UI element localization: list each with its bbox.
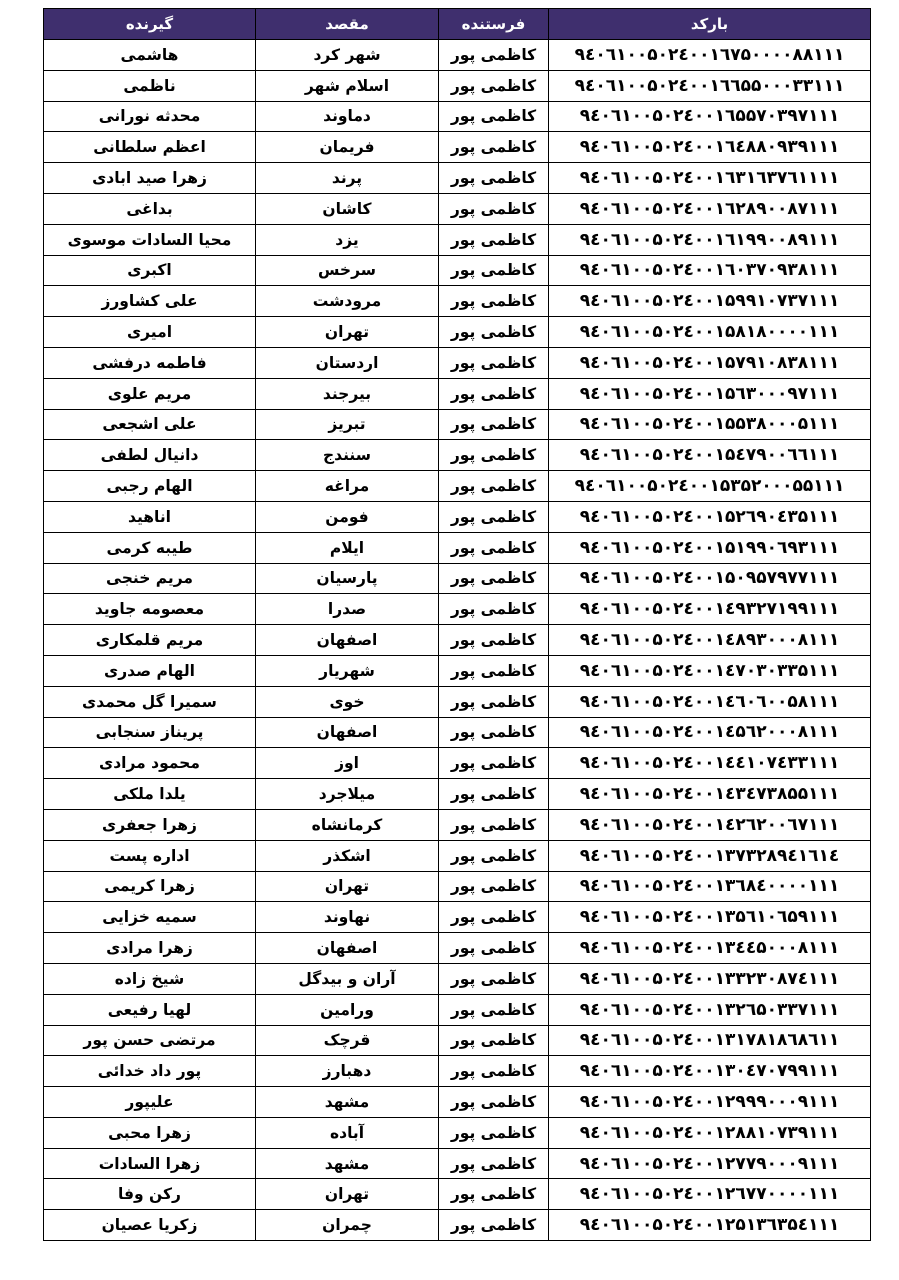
destination-cell: قرچک (256, 1025, 439, 1056)
table-row (44, 748, 871, 779)
barcode-cell: ۹٤۰٦۱۰۰۵۰۲٤۰۰۱۳۲٦۵۰۳۳۷۱۱۱ (549, 994, 871, 1025)
recipient-cell: محمود مرادی (44, 748, 256, 779)
recipient-cell: دانیال لطفی (44, 440, 256, 471)
recipient-cell: الهام رجبی (44, 471, 256, 502)
recipient-cell: اکبری (44, 255, 256, 286)
destination-cell: تهران (256, 317, 439, 348)
table-row (44, 440, 871, 471)
destination-cell: فریمان (256, 132, 439, 163)
barcode-cell: ۹٤۰٦۱۰۰۵۰۲٤۰۰۱۲۸۸۱۰۷۳۹۱۱۱ (549, 1117, 871, 1148)
barcode-cell: ۹٤۰٦۱۰۰۵۰۲٤۰۰۱۲۷۷۹۰۰۰۹۱۱۱ (549, 1148, 871, 1179)
barcode-cell: ۹٤۰٦۱۰۰۵۰۲٤۰۰۱٤۸۹۳۰۰۰۸۱۱۱ (549, 625, 871, 656)
destination-cell: بیرجند (256, 378, 439, 409)
recipient-cell: مرتضی حسن پور (44, 1025, 256, 1056)
table-row (44, 563, 871, 594)
sender-cell: کاظمی پور (439, 809, 549, 840)
barcode-cell: ۹٤۰٦۱۰۰۵۰۲٤۰۰۱۵٦۳۰۰۰۹۷۱۱۱ (549, 378, 871, 409)
table-row (44, 40, 871, 71)
barcode-cell: ۹٤۰٦۱۰۰۵۰۲٤۰۰۱۳۳۲۳۰۸۷٤۱۱۱ (549, 963, 871, 994)
barcode-cell: ۹٤۰٦۱۰۰۵۰۲٤۰۰۱٦۲۸۹۰۰۸۷۱۱۱ (549, 193, 871, 224)
barcode-cell: ۹٤۰٦۱۰۰۵۰۲٤۰۰۱٤٦۰٦۰۰۵۸۱۱۱ (549, 686, 871, 717)
destination-cell: فومن (256, 501, 439, 532)
recipient-cell: زهرا کریمی (44, 871, 256, 902)
table-body (44, 40, 871, 1241)
table-row (44, 1117, 871, 1148)
recipient-cell: زهرا صید ابادی (44, 163, 256, 194)
sender-cell: کاظمی پور (439, 902, 549, 933)
shipment-sheet (43, 8, 870, 1241)
barcode-cell: ۹٤۰٦۱۰۰۵۰۲٤۰۰۱٦۷۵۰۰۰۰۸۸۱۱۱ (549, 40, 871, 71)
barcode-cell: ۹٤۰٦۱۰۰۵۰۲٤۰۰۱۳٤٤۵۰۰۰۸۱۱۱ (549, 933, 871, 964)
recipient-cell: امیری (44, 317, 256, 348)
barcode-cell: ۹٤۰٦۱۰۰۵۰۲٤۰۰۱٤۲٦۲۰۰٦۷۱۱۱ (549, 809, 871, 840)
recipient-cell: شیخ زاده (44, 963, 256, 994)
sender-cell: کاظمی پور (439, 686, 549, 717)
table-row (44, 686, 871, 717)
barcode-cell: ۹٤۰٦۱۰۰۵۰۲٤۰۰۱۵۲٦۹۰٤۳۵۱۱۱ (549, 501, 871, 532)
barcode-cell: ۹٤۰٦۱۰۰۵۰۲٤۰۰۱۵۱۹۹۰٦۹۳۱۱۱ (549, 532, 871, 563)
table-row (44, 101, 871, 132)
destination-cell: میلاجرد (256, 779, 439, 810)
recipient-cell: لهیا رفیعی (44, 994, 256, 1025)
table-row (44, 255, 871, 286)
sender-cell: کاظمی پور (439, 532, 549, 563)
barcode-cell: ۹٤۰٦۱۰۰۵۰۲٤۰۰۱٤۹۳۲۷۱۹۹۱۱۱ (549, 594, 871, 625)
table-row (44, 193, 871, 224)
barcode-cell: ۹٤۰٦۱۰۰۵۰۲٤۰۰۱۵٤۷۹۰۰٦٦۱۱۱ (549, 440, 871, 471)
sender-cell: کاظمی پور (439, 748, 549, 779)
barcode-cell: ۹٤۰٦۱۰۰۵۰۲٤۰۰۱۳۰٤۷۰۷۹۹۱۱۱ (549, 1056, 871, 1087)
barcode-cell: ۹٤۰٦۱۰۰۵۰۲٤۰۰۱٤۳٤۷۳۸۵۵۱۱۱ (549, 779, 871, 810)
table-row (44, 409, 871, 440)
barcode-cell: ۹٤۰٦۱۰۰۵۰۲٤۰۰۱٤۷۰۳۰۳۳۵۱۱۱ (549, 655, 871, 686)
destination-cell: چمران (256, 1210, 439, 1241)
destination-cell: سرخس (256, 255, 439, 286)
sender-cell: کاظمی پور (439, 163, 549, 194)
recipient-cell: پور داد خدائی (44, 1056, 256, 1087)
sender-cell: کاظمی پور (439, 994, 549, 1025)
destination-cell: اصفهان (256, 933, 439, 964)
sender-cell: کاظمی پور (439, 1056, 549, 1087)
sender-cell: کاظمی پور (439, 1087, 549, 1118)
recipient-cell: علیپور (44, 1087, 256, 1118)
destination-cell: مراغه (256, 471, 439, 502)
table-row (44, 532, 871, 563)
table-row (44, 902, 871, 933)
sender-cell: کاظمی پور (439, 779, 549, 810)
table-row (44, 471, 871, 502)
recipient-cell: مریم قلمکاری (44, 625, 256, 656)
destination-cell: ایلام (256, 532, 439, 563)
barcode-cell: ۹٤۰٦۱۰۰۵۰۲٤۰۰۱۵۰۹۵۷۹۷۷۱۱۱ (549, 563, 871, 594)
destination-cell: پرند (256, 163, 439, 194)
destination-cell: اشکذر (256, 840, 439, 871)
barcode-cell: ۹٤۰٦۱۰۰۵۰۲٤۰۰۱۵۳۵۲۰۰۰۵۵۱۱۱ (549, 471, 871, 502)
recipient-cell: فاطمه درفشی (44, 347, 256, 378)
destination-cell: آران و بیدگل (256, 963, 439, 994)
barcode-cell: ۹٤۰٦۱۰۰۵۰۲٤۰۰۱۵۷۹۱۰۸۳۸۱۱۱ (549, 347, 871, 378)
table-row (44, 963, 871, 994)
barcode-cell: ۹٤۰٦۱۰۰۵۰۲٤۰۰۱۲۹۹۹۰۰۰۹۱۱۱ (549, 1087, 871, 1118)
destination-cell: صدرا (256, 594, 439, 625)
barcode-cell: ۹٤۰٦۱۰۰۵۰۲٤۰۰۱۲٦۷۷۰۰۰۰۱۱۱ (549, 1179, 871, 1210)
barcode-cell: ۹٤۰٦۱۰۰۵۰۲٤۰۰۱٦٦۵۵۰۰۰۳۳۱۱۱ (549, 70, 871, 101)
barcode-cell: ۹٤۰٦۱۰۰۵۰۲٤۰۰۱٦۳۱٦۳۷٦۱۱۱۱ (549, 163, 871, 194)
destination-cell: آباده (256, 1117, 439, 1148)
sender-cell: کاظمی پور (439, 501, 549, 532)
table-row (44, 994, 871, 1025)
barcode-cell: ۹٤۰٦۱۰۰۵۰۲٤۰۰۱٦۰۳۷۰۹۳۸۱۱۱ (549, 255, 871, 286)
destination-cell: مشهد (256, 1148, 439, 1179)
sender-cell: کاظمی پور (439, 132, 549, 163)
barcode-cell: ۹٤۰٦۱۰۰۵۰۲٤۰۰۱٦۱۹۹۰۰۸۹۱۱۱ (549, 224, 871, 255)
table-row (44, 933, 871, 964)
sender-cell: کاظمی پور (439, 101, 549, 132)
sender-cell: کاظمی پور (439, 193, 549, 224)
destination-cell: اوز (256, 748, 439, 779)
table-row (44, 378, 871, 409)
table-row (44, 317, 871, 348)
recipient-cell: اعظم سلطانی (44, 132, 256, 163)
sender-cell: کاظمی پور (439, 286, 549, 317)
sender-cell: کاظمی پور (439, 40, 549, 71)
table-row (44, 871, 871, 902)
sender-cell: کاظمی پور (439, 409, 549, 440)
recipient-cell: هاشمی (44, 40, 256, 71)
sender-cell: کاظمی پور (439, 347, 549, 378)
barcode-cell: ۹٤۰٦۱۰۰۵۰۲٤۰۰۱۳٦۸٤۰۰۰۰۱۱۱ (549, 871, 871, 902)
table-row (44, 1148, 871, 1179)
barcode-cell: ۹٤۰٦۱۰۰۵۰۲٤۰۰۱۲۵۱۳٦۳۵٤۱۱۱ (549, 1210, 871, 1241)
table-row (44, 224, 871, 255)
sender-cell: کاظمی پور (439, 963, 549, 994)
table-row (44, 1025, 871, 1056)
sender-cell: کاظمی پور (439, 933, 549, 964)
destination-cell: مرودشت (256, 286, 439, 317)
destination-cell: نهاوند (256, 902, 439, 933)
recipient-cell: زهرا محبی (44, 1117, 256, 1148)
barcode-cell: ۹٤۰٦۱۰۰۵۰۲٤۰۰۱٤۵٦۲۰۰۰۸۱۱۱ (549, 717, 871, 748)
sender-cell: کاظمی پور (439, 594, 549, 625)
table-row (44, 286, 871, 317)
destination-cell: تبریز (256, 409, 439, 440)
sender-cell: کاظمی پور (439, 471, 549, 502)
recipient-cell: مریم علوی (44, 378, 256, 409)
destination-cell: اسلام شهر (256, 70, 439, 101)
destination-cell: سنندج (256, 440, 439, 471)
destination-cell: اردستان (256, 347, 439, 378)
destination-cell: کاشان (256, 193, 439, 224)
table-row (44, 163, 871, 194)
sender-cell: کاظمی پور (439, 1025, 549, 1056)
destination-cell: دهبارز (256, 1056, 439, 1087)
table-row (44, 717, 871, 748)
recipient-cell: اناهید (44, 501, 256, 532)
header-recipient: گیرنده (44, 9, 256, 40)
recipient-cell: مریم خنجی (44, 563, 256, 594)
sender-cell: کاظمی پور (439, 717, 549, 748)
table-row (44, 1056, 871, 1087)
header-row (44, 9, 871, 40)
destination-cell: شهر کرد (256, 40, 439, 71)
destination-cell: شهریار (256, 655, 439, 686)
table-row (44, 1087, 871, 1118)
destination-cell: اصفهان (256, 717, 439, 748)
table-row (44, 625, 871, 656)
destination-cell: اصفهان (256, 625, 439, 656)
recipient-cell: رکن وفا (44, 1179, 256, 1210)
table-row (44, 840, 871, 871)
table-header (44, 9, 871, 40)
recipient-cell: یلدا ملکی (44, 779, 256, 810)
table-row (44, 1210, 871, 1241)
barcode-cell: ۹٤۰٦۱۰۰۵۰۲٤۰۰۱۵۸۱۸۰۰۰۰۱۱۱ (549, 317, 871, 348)
sender-cell: کاظمی پور (439, 224, 549, 255)
barcode-cell: ۹٤۰٦۱۰۰۵۰۲٤۰۰۱۳۱۷۸۱۸٦۸٦۱۱ (549, 1025, 871, 1056)
sender-cell: کاظمی پور (439, 625, 549, 656)
recipient-cell: ناظمی (44, 70, 256, 101)
sender-cell: کاظمی پور (439, 255, 549, 286)
table-row (44, 1179, 871, 1210)
sender-cell: کاظمی پور (439, 1117, 549, 1148)
sender-cell: کاظمی پور (439, 563, 549, 594)
destination-cell: خوی (256, 686, 439, 717)
sender-cell: کاظمی پور (439, 317, 549, 348)
barcode-cell: ۹٤۰٦۱۰۰۵۰۲٤۰۰۱۳۵٦۱۰٦۵۹۱۱۱ (549, 902, 871, 933)
sender-cell: کاظمی پور (439, 655, 549, 686)
table-row (44, 347, 871, 378)
table-row (44, 809, 871, 840)
table-row (44, 132, 871, 163)
barcode-cell: ۹٤۰٦۱۰۰۵۰۲٤۰۰۱۵۹۹۱۰۷۳۷۱۱۱ (549, 286, 871, 317)
barcode-cell: ۹٤۰٦۱۰۰۵۰۲٤۰۰۱٦۵۵۷۰۳۹۷۱۱۱ (549, 101, 871, 132)
destination-cell: دماوند (256, 101, 439, 132)
table-row (44, 779, 871, 810)
destination-cell: تهران (256, 1179, 439, 1210)
recipient-cell: علی اشجعی (44, 409, 256, 440)
recipient-cell: پریناز سنجابی (44, 717, 256, 748)
table-row (44, 655, 871, 686)
table-row (44, 501, 871, 532)
header-barcode: بارکد (549, 9, 871, 40)
recipient-cell: زهرا السادات (44, 1148, 256, 1179)
destination-cell: مشهد (256, 1087, 439, 1118)
barcode-cell: ۹٤۰٦۱۰۰۵۰۲٤۰۰۱٦٤۸۸۰۹۳۹۱۱۱ (549, 132, 871, 163)
barcode-cell: ۹٤۰٦۱۰۰۵۰۲٤۰۰۱۳۷۳۲۸۹٤۱٦۱٤ (549, 840, 871, 871)
recipient-cell: الهام صدری (44, 655, 256, 686)
recipient-cell: طیبه کرمی (44, 532, 256, 563)
barcode-cell: ۹٤۰٦۱۰۰۵۰۲٤۰۰۱۵۵۳۸۰۰۰۵۱۱۱ (549, 409, 871, 440)
recipient-cell: محدثه نورانی (44, 101, 256, 132)
table-row (44, 70, 871, 101)
recipient-cell: زکریا عصیان (44, 1210, 256, 1241)
recipient-cell: سمیرا گل محمدی (44, 686, 256, 717)
destination-cell: تهران (256, 871, 439, 902)
header-sender: فرستنده (439, 9, 549, 40)
recipient-cell: سمیه خزایی (44, 902, 256, 933)
destination-cell: یزد (256, 224, 439, 255)
destination-cell: پارسیان (256, 563, 439, 594)
destination-cell: کرمانشاه (256, 809, 439, 840)
header-destination: مقصد (256, 9, 439, 40)
sender-cell: کاظمی پور (439, 840, 549, 871)
recipient-cell: بداغی (44, 193, 256, 224)
sender-cell: کاظمی پور (439, 871, 549, 902)
destination-cell: ورامین (256, 994, 439, 1025)
barcode-cell: ۹٤۰٦۱۰۰۵۰۲٤۰۰۱٤٤۱۰۷٤۳۳۱۱۱ (549, 748, 871, 779)
sender-cell: کاظمی پور (439, 1210, 549, 1241)
table-row (44, 594, 871, 625)
sender-cell: کاظمی پور (439, 440, 549, 471)
sender-cell: کاظمی پور (439, 378, 549, 409)
recipient-cell: زهرا جعفری (44, 809, 256, 840)
recipient-cell: محیا السادات موسوی (44, 224, 256, 255)
recipient-cell: معصومه جاوید (44, 594, 256, 625)
shipment-table (43, 8, 871, 1241)
recipient-cell: زهرا مرادی (44, 933, 256, 964)
recipient-cell: علی کشاورز (44, 286, 256, 317)
sender-cell: کاظمی پور (439, 1148, 549, 1179)
sender-cell: کاظمی پور (439, 1179, 549, 1210)
recipient-cell: اداره پست (44, 840, 256, 871)
sender-cell: کاظمی پور (439, 70, 549, 101)
